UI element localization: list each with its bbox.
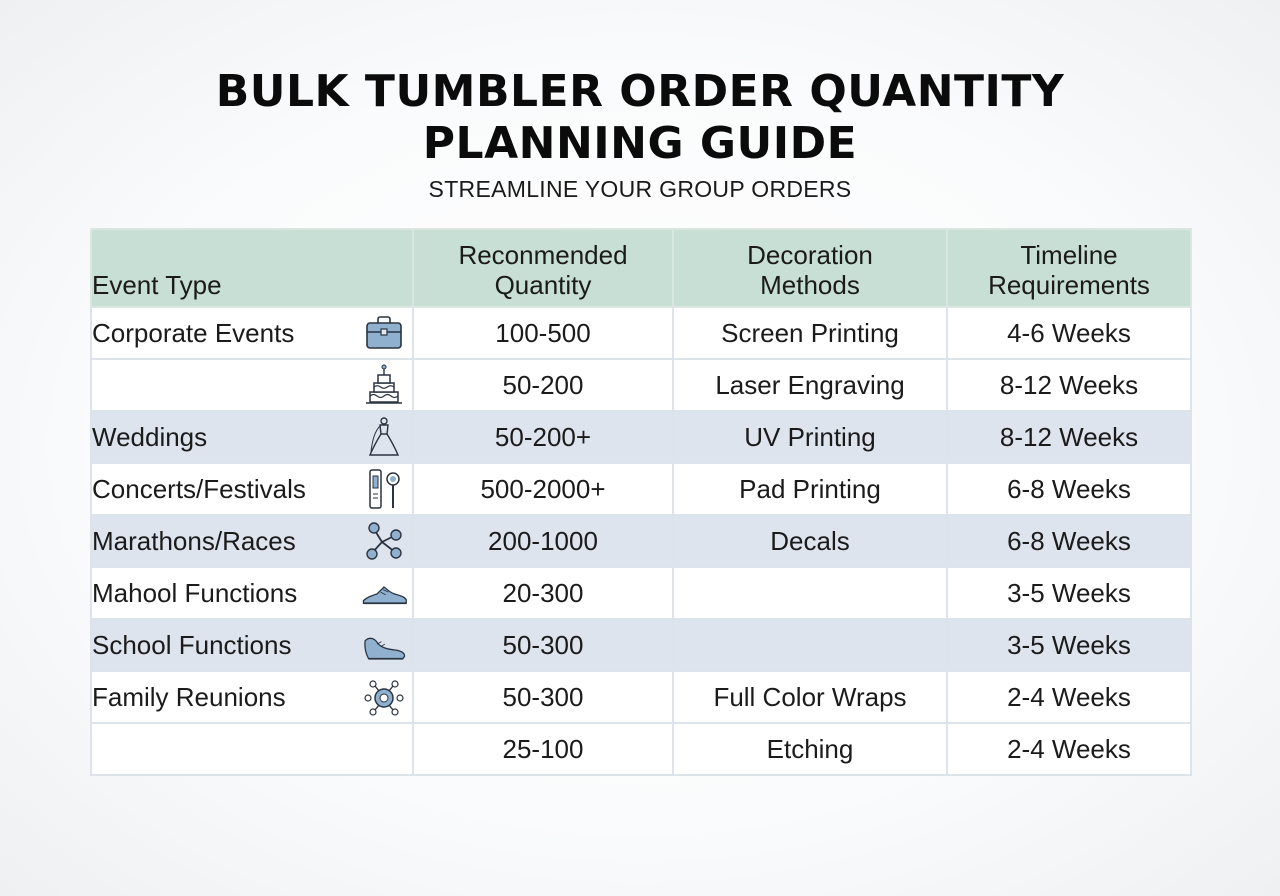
timeline-cell: 6-8 Weeks: [947, 463, 1191, 515]
planning-table: [90, 228, 1192, 776]
event-type-label: Mahool Functions: [92, 577, 298, 608]
timeline-cell: 8-12 Weeks: [947, 359, 1191, 411]
decoration-cell: UV Printing: [673, 411, 947, 463]
table-row: [91, 671, 1191, 723]
column-header-timeline-line-2: Requirements: [988, 270, 1150, 300]
quantity-cell: 500-2000+: [413, 463, 673, 515]
family-gathering-icon: [360, 674, 408, 720]
column-header-event-type: [91, 229, 413, 307]
column-header-quantity: [413, 229, 673, 307]
table-header-row: [91, 229, 1191, 307]
event-type-cell: [91, 411, 413, 463]
event-type-cell: [91, 671, 413, 723]
running-shoe-icon: [360, 622, 408, 668]
timeline-cell: 6-8 Weeks: [947, 515, 1191, 567]
event-type-cell: [91, 515, 413, 567]
event-type-label: Corporate Events: [92, 317, 295, 348]
event-type-cell: [91, 463, 413, 515]
event-type-label: Family Reunions: [92, 681, 286, 712]
page-title: [0, 66, 1280, 170]
decoration-cell: Decals: [673, 515, 947, 567]
table-row: [91, 515, 1191, 567]
timeline-cell: 2-4 Weeks: [947, 723, 1191, 775]
timeline-cell: 3-5 Weeks: [947, 619, 1191, 671]
briefcase-icon: [360, 310, 408, 356]
event-type-cell: [91, 723, 413, 775]
table-row: [91, 619, 1191, 671]
quantity-cell: 50-200: [413, 359, 673, 411]
table-row: [91, 723, 1191, 775]
event-type-label: Concerts/Festivals: [92, 473, 306, 504]
ticket-microphone-icon: [360, 466, 408, 512]
wedding-dress-icon: [360, 414, 408, 460]
column-header-timeline-line-1: Timeline: [1020, 240, 1118, 270]
decoration-cell: Laser Engraving: [673, 359, 947, 411]
table-row: [91, 411, 1191, 463]
event-type-label: Weddings: [92, 421, 208, 452]
timeline-cell: 2-4 Weeks: [947, 671, 1191, 723]
decoration-cell: [673, 567, 947, 619]
event-type-cell: [91, 567, 413, 619]
title-line-2: PLANNING GUIDE: [422, 118, 858, 169]
decoration-cell: [673, 619, 947, 671]
network-nodes-icon: [360, 518, 408, 564]
column-header-decoration-line-2: Methods: [760, 270, 860, 300]
quantity-cell: 100-500: [413, 307, 673, 359]
table-row: [91, 463, 1191, 515]
column-header-quantity-line-2: Quantity: [494, 270, 592, 300]
decoration-cell: Etching: [673, 723, 947, 775]
decoration-cell: Pad Printing: [673, 463, 947, 515]
quantity-cell: 50-200+: [413, 411, 673, 463]
event-type-cell: [91, 307, 413, 359]
event-type-label: Marathons/Races: [92, 525, 296, 556]
quantity-cell: 200-1000: [413, 515, 673, 567]
timeline-cell: 8-12 Weeks: [947, 411, 1191, 463]
column-header-event-type-label: Event Type: [92, 270, 222, 300]
table-row: [91, 359, 1191, 411]
quantity-cell: 25-100: [413, 723, 673, 775]
column-header-quantity-line-1: Reconmended: [458, 240, 628, 270]
timeline-cell: 3-5 Weeks: [947, 567, 1191, 619]
wedding-cake-icon: [360, 362, 408, 408]
title-line-1: BULK TUMBLER ORDER QUANTITY: [215, 66, 1065, 117]
page-subtitle: STREAMLINE YOUR GROUP ORDERS: [428, 176, 852, 202]
sneaker-icon: [360, 570, 408, 616]
decoration-cell: Full Color Wraps: [673, 671, 947, 723]
column-header-timeline: [947, 229, 1191, 307]
event-type-cell: [91, 619, 413, 671]
table-row: [91, 307, 1191, 359]
decoration-cell: Screen Printing: [673, 307, 947, 359]
table-row: [91, 567, 1191, 619]
quantity-cell: 50-300: [413, 619, 673, 671]
event-type-label: School Functions: [92, 629, 292, 660]
column-header-decoration: [673, 229, 947, 307]
quantity-cell: 20-300: [413, 567, 673, 619]
column-header-decoration-line-1: Decoration: [747, 240, 873, 270]
quantity-cell: 50-300: [413, 671, 673, 723]
event-type-cell: [91, 359, 413, 411]
timeline-cell: 4-6 Weeks: [947, 307, 1191, 359]
